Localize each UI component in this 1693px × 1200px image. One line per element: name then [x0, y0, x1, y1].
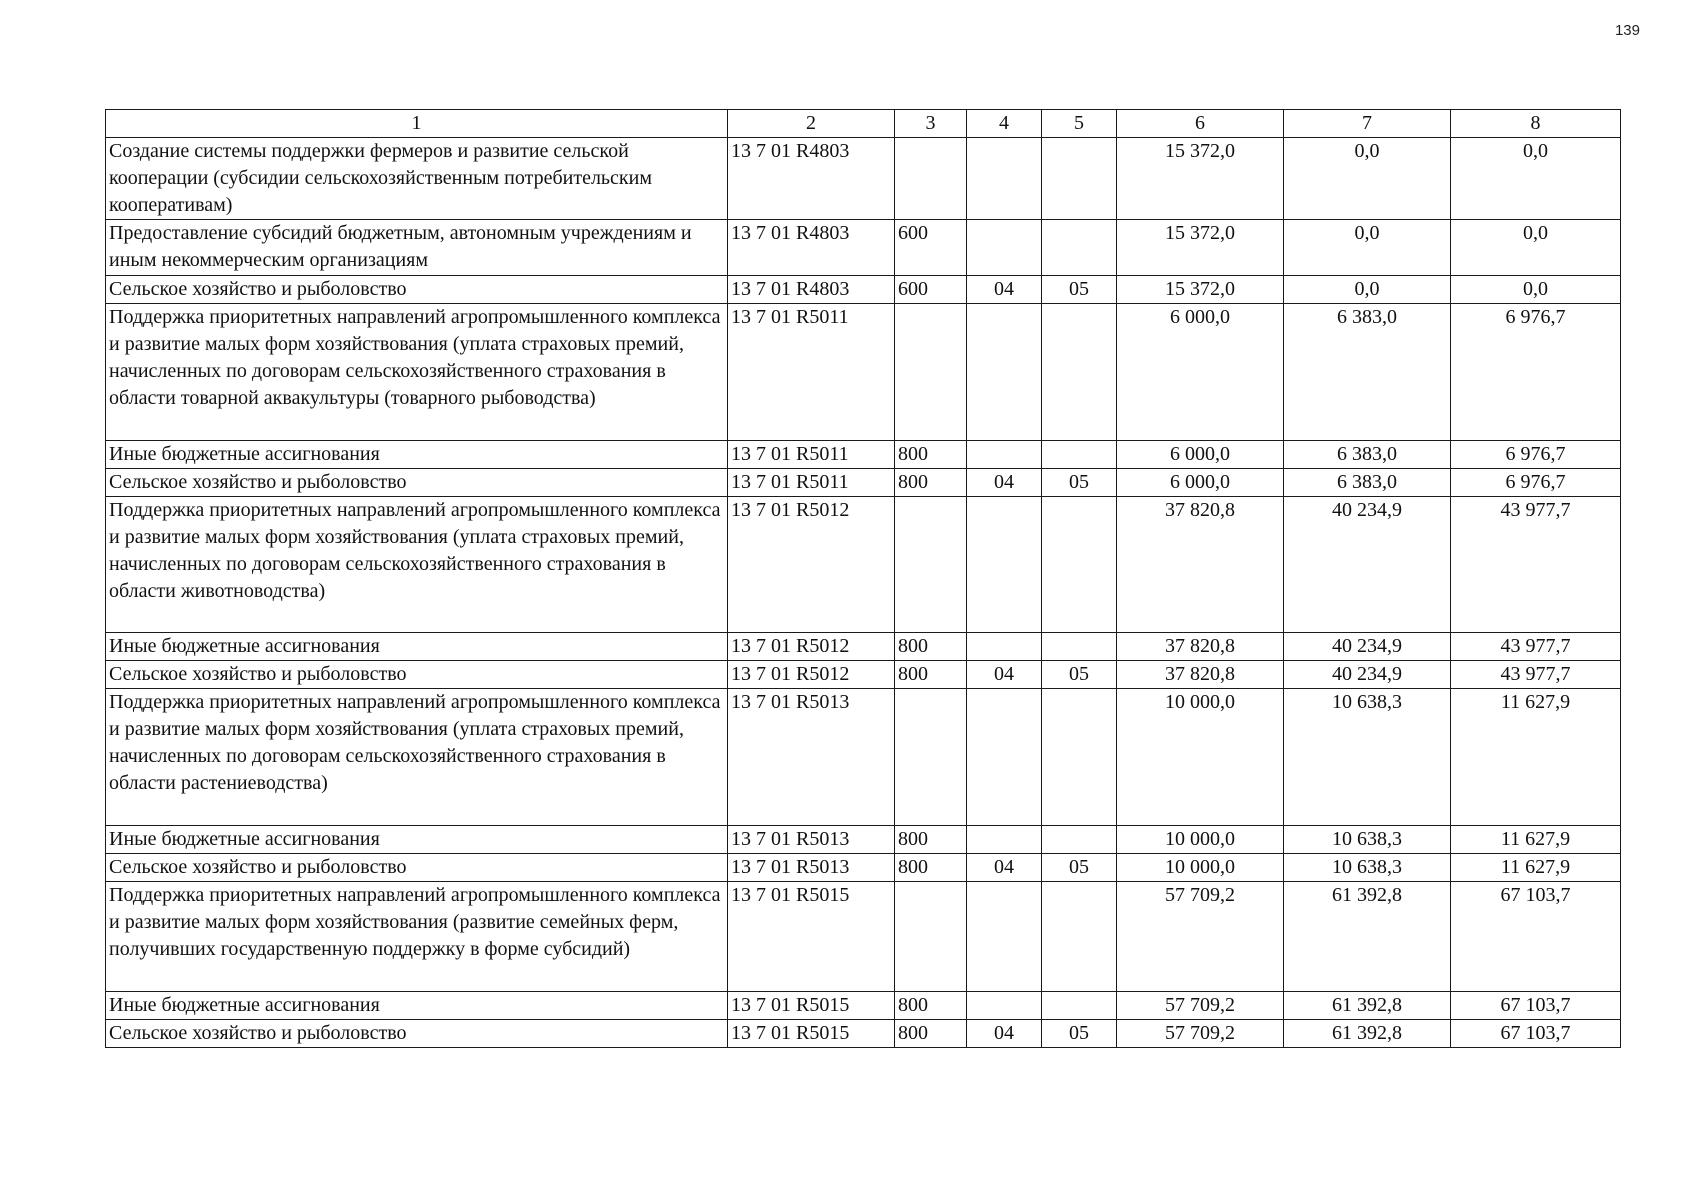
rz-cell: [967, 882, 1042, 992]
year2-cell: 10 638,3: [1284, 854, 1451, 882]
table-row: [106, 661, 1621, 689]
table-row: [106, 633, 1621, 661]
year3-cell: 43 977,7: [1451, 661, 1621, 689]
name-cell: Сельское хозяйство и рыболовство: [106, 469, 728, 497]
year3-cell: 11 627,9: [1451, 854, 1621, 882]
vr-cell: 800: [895, 992, 967, 1020]
rz-cell: [967, 304, 1042, 441]
code-cell: 13 7 01 R5011: [728, 469, 895, 497]
name-cell: Иные бюджетные ассигнования: [106, 826, 728, 854]
year1-cell: 15 372,0: [1117, 138, 1284, 220]
code-cell: 13 7 01 R5015: [728, 992, 895, 1020]
name-cell: Создание системы поддержки фермеров и развитие сельской кооперации (субсидии сельскохозяйственным потребительским кооперативам): [106, 138, 728, 220]
year2-cell: 61 392,8: [1284, 882, 1451, 992]
table-row: [106, 469, 1621, 497]
year2-cell: 40 234,9: [1284, 661, 1451, 689]
table-row: [106, 882, 1621, 992]
code-cell: 13 7 01 R5012: [728, 633, 895, 661]
year1-cell: 10 000,0: [1117, 854, 1284, 882]
year2-cell: 0,0: [1284, 220, 1451, 276]
year2-cell: 61 392,8: [1284, 1020, 1451, 1048]
rz-cell: [967, 992, 1042, 1020]
code-cell: 13 7 01 R5015: [728, 1020, 895, 1048]
header-cell: 5: [1042, 110, 1117, 138]
name-cell: Иные бюджетные ассигнования: [106, 633, 728, 661]
year1-cell: 37 820,8: [1117, 633, 1284, 661]
year2-cell: 6 383,0: [1284, 469, 1451, 497]
pr-cell: 05: [1042, 854, 1117, 882]
code-cell: 13 7 01 R5012: [728, 497, 895, 633]
vr-cell: 800: [895, 633, 967, 661]
header-cell: 7: [1284, 110, 1451, 138]
code-cell: 13 7 01 R5011: [728, 441, 895, 469]
vr-cell: [895, 882, 967, 992]
name-cell: Сельское хозяйство и рыболовство: [106, 854, 728, 882]
rz-cell: 04: [967, 854, 1042, 882]
vr-cell: [895, 497, 967, 633]
table-row: [106, 1020, 1621, 1048]
vr-cell: 800: [895, 1020, 967, 1048]
year3-cell: 67 103,7: [1451, 1020, 1621, 1048]
name-cell: Поддержка приоритетных направлений агропромышленного комплекса и развитие малых форм хозяйствования (уплата страховых премий, начисленных по договорам сельскохозяйственного страхования в области животноводства): [106, 497, 728, 633]
vr-cell: 800: [895, 826, 967, 854]
pr-cell: [1042, 826, 1117, 854]
year1-cell: 37 820,8: [1117, 497, 1284, 633]
pr-cell: [1042, 441, 1117, 469]
header-cell: 3: [895, 110, 967, 138]
year2-cell: 6 383,0: [1284, 304, 1451, 441]
year2-cell: 40 234,9: [1284, 497, 1451, 633]
year3-cell: 11 627,9: [1451, 826, 1621, 854]
pr-cell: [1042, 138, 1117, 220]
vr-cell: 800: [895, 441, 967, 469]
pr-cell: [1042, 689, 1117, 826]
table-row: [106, 689, 1621, 826]
pr-cell: [1042, 992, 1117, 1020]
name-cell: Иные бюджетные ассигнования: [106, 441, 728, 469]
code-cell: 13 7 01 R5013: [728, 826, 895, 854]
name-cell: Поддержка приоритетных направлений агропромышленного комплекса и развитие малых форм хозяйствования (уплата страховых премий, начисленных по договорам сельскохозяйственного страхования в области растениеводства): [106, 689, 728, 826]
rz-cell: [967, 497, 1042, 633]
year1-cell: 10 000,0: [1117, 689, 1284, 826]
code-cell: 13 7 01 R5011: [728, 304, 895, 441]
table-header-row: [106, 110, 1621, 138]
name-cell: Предоставление субсидий бюджетным, автономным учреждениям и иным некоммерческим организациям: [106, 220, 728, 276]
name-cell: Иные бюджетные ассигнования: [106, 992, 728, 1020]
year3-cell: 11 627,9: [1451, 689, 1621, 826]
vr-cell: 600: [895, 276, 967, 304]
year2-cell: 61 392,8: [1284, 992, 1451, 1020]
year2-cell: 0,0: [1284, 276, 1451, 304]
name-cell: Сельское хозяйство и рыболовство: [106, 1020, 728, 1048]
vr-cell: [895, 304, 967, 441]
year2-cell: 40 234,9: [1284, 633, 1451, 661]
table-row: [106, 304, 1621, 441]
pr-cell: 05: [1042, 276, 1117, 304]
code-cell: 13 7 01 R4803: [728, 276, 895, 304]
pr-cell: [1042, 882, 1117, 992]
year1-cell: 6 000,0: [1117, 441, 1284, 469]
code-cell: 13 7 01 R4803: [728, 138, 895, 220]
table-row: [106, 854, 1621, 882]
pr-cell: [1042, 633, 1117, 661]
header-cell: 6: [1117, 110, 1284, 138]
rz-cell: [967, 689, 1042, 826]
year2-cell: 6 383,0: [1284, 441, 1451, 469]
vr-cell: 800: [895, 661, 967, 689]
vr-cell: 600: [895, 220, 967, 276]
year3-cell: 43 977,7: [1451, 633, 1621, 661]
vr-cell: 800: [895, 854, 967, 882]
pr-cell: 05: [1042, 661, 1117, 689]
table-row: [106, 441, 1621, 469]
year3-cell: 67 103,7: [1451, 882, 1621, 992]
code-cell: 13 7 01 R5013: [728, 689, 895, 826]
code-cell: 13 7 01 R4803: [728, 220, 895, 276]
pr-cell: 05: [1042, 469, 1117, 497]
year3-cell: 67 103,7: [1451, 992, 1621, 1020]
year3-cell: 43 977,7: [1451, 497, 1621, 633]
rz-cell: [967, 138, 1042, 220]
year1-cell: 37 820,8: [1117, 661, 1284, 689]
year1-cell: 57 709,2: [1117, 882, 1284, 992]
header-cell: 1: [106, 110, 728, 138]
pr-cell: [1042, 497, 1117, 633]
year2-cell: 0,0: [1284, 138, 1451, 220]
pr-cell: [1042, 304, 1117, 441]
year1-cell: 15 372,0: [1117, 276, 1284, 304]
code-cell: 13 7 01 R5012: [728, 661, 895, 689]
rz-cell: [967, 220, 1042, 276]
table-row: [106, 826, 1621, 854]
name-cell: Поддержка приоритетных направлений агропромышленного комплекса и развитие малых форм хозяйствования (развитие семейных ферм, получивших государственную поддержку в форме субсидий): [106, 882, 728, 992]
rz-cell: 04: [967, 469, 1042, 497]
table-row: [106, 276, 1621, 304]
code-cell: 13 7 01 R5013: [728, 854, 895, 882]
pr-cell: 05: [1042, 1020, 1117, 1048]
page-number: 139: [1614, 22, 1640, 39]
header-cell: 8: [1451, 110, 1621, 138]
rz-cell: 04: [967, 276, 1042, 304]
year3-cell: 0,0: [1451, 276, 1621, 304]
rz-cell: 04: [967, 1020, 1042, 1048]
name-cell: Сельское хозяйство и рыболовство: [106, 276, 728, 304]
name-cell: Поддержка приоритетных направлений агропромышленного комплекса и развитие малых форм хозяйствования (уплата страховых премий, начисленных по договорам сельскохозяйственного страхования в области товарной аквакультуры (товарного рыбоводства): [106, 304, 728, 441]
year3-cell: 6 976,7: [1451, 469, 1621, 497]
vr-cell: [895, 138, 967, 220]
code-cell: 13 7 01 R5015: [728, 882, 895, 992]
year2-cell: 10 638,3: [1284, 689, 1451, 826]
budget-table: [105, 109, 1621, 1048]
year1-cell: 57 709,2: [1117, 1020, 1284, 1048]
header-cell: 4: [967, 110, 1042, 138]
name-cell: Сельское хозяйство и рыболовство: [106, 661, 728, 689]
rz-cell: [967, 441, 1042, 469]
year2-cell: 10 638,3: [1284, 826, 1451, 854]
table-row: [106, 220, 1621, 276]
rz-cell: 04: [967, 661, 1042, 689]
pr-cell: [1042, 220, 1117, 276]
year3-cell: 6 976,7: [1451, 441, 1621, 469]
year3-cell: 6 976,7: [1451, 304, 1621, 441]
table-row: [106, 497, 1621, 633]
table-row: [106, 138, 1621, 220]
year1-cell: 15 372,0: [1117, 220, 1284, 276]
year1-cell: 10 000,0: [1117, 826, 1284, 854]
vr-cell: [895, 689, 967, 826]
year3-cell: 0,0: [1451, 220, 1621, 276]
vr-cell: 800: [895, 469, 967, 497]
rz-cell: [967, 826, 1042, 854]
header-cell: 2: [728, 110, 895, 138]
year1-cell: 6 000,0: [1117, 304, 1284, 441]
year3-cell: 0,0: [1451, 138, 1621, 220]
table-row: [106, 992, 1621, 1020]
year1-cell: 6 000,0: [1117, 469, 1284, 497]
year1-cell: 57 709,2: [1117, 992, 1284, 1020]
rz-cell: [967, 633, 1042, 661]
